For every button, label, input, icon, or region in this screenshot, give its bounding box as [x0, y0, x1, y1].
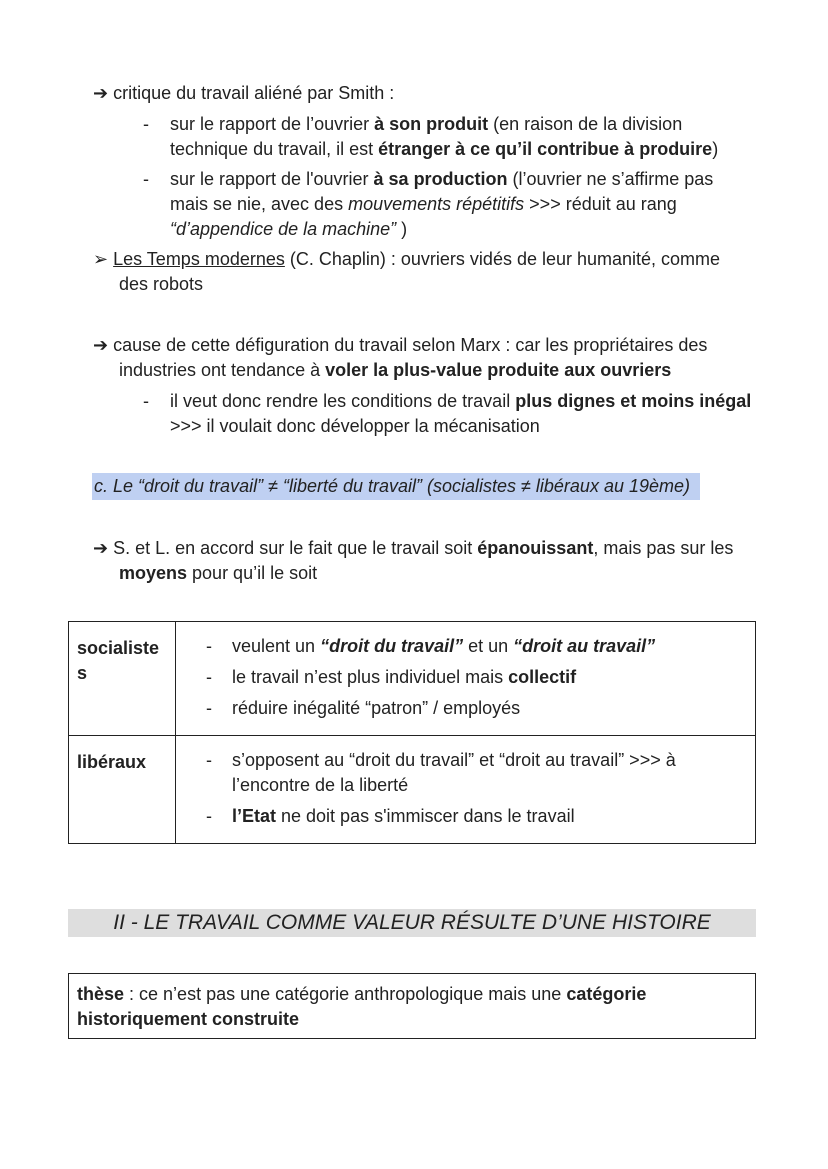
- highlighted-subheading: c. Le “droit du travail” ≠ “liberté du travail” (socialistes ≠ libéraux au 19ème): [92, 473, 700, 500]
- row-items-socialistes: [176, 622, 756, 736]
- row-label-socialistes: socialiste s: [69, 622, 176, 736]
- comparison-table: [68, 621, 756, 844]
- accord-note: ➔ S. et L. en accord sur le fait que le travail soit épanouissant, mais pas sur les moyens pour qu’il le soit: [93, 538, 734, 583]
- list-item: - le travail n’est plus individuel mais collectif: [206, 667, 577, 687]
- dash-bullet: -: [143, 169, 149, 189]
- arrow-bullet: ➔: [93, 83, 109, 103]
- arrowhead-bullet: ➢: [93, 249, 109, 269]
- bullet-conditions: il veut donc rendre les conditions de travail plus dignes et moins inégal >>> il voulait donc développer la mécanisation: [170, 391, 752, 436]
- marx-cause: ➔ cause de cette défiguration du travail selon Marx : car les propriétaires des industries ont tendance à voler la plus-value produite aux ouvriers: [93, 335, 708, 380]
- thesis-box: thèse : ce n’est pas une catégorie anthropologique mais une catégorie historiquement construite: [68, 973, 756, 1039]
- row-label-liberaux: libéraux: [69, 736, 176, 844]
- arrow-bullet: ➔: [93, 538, 109, 558]
- list-item: - l’Etat ne doit pas s'immiscer dans le travail: [206, 806, 575, 826]
- film-title: Les Temps modernes: [113, 249, 285, 269]
- list-item: - réduire inégalité “patron” / employés: [206, 698, 521, 718]
- critique-lead: critique du travail aliéné par Smith :: [113, 83, 395, 103]
- bullet-production: sur le rapport de l'ouvrier à sa production (l’ouvrier ne s’affirme pas mais se nie, avec des mouvements répétitifs >>> réduit au rang “d’appendice de la machine” ): [170, 169, 714, 239]
- dash-bullet: -: [143, 391, 149, 411]
- critique-heading: [93, 81, 394, 106]
- table-row: [69, 622, 756, 736]
- list-item: - veulent un “droit du travail” et un “droit au travail”: [206, 636, 656, 656]
- temps-modernes-note: ➢ Les Temps modernes (C. Chaplin) : ouvriers vidés de leur humanité, comme des robots: [93, 249, 721, 294]
- row-items-liberaux: [176, 736, 756, 844]
- bullet-produit: sur le rapport de l’ouvrier à son produit (en raison de la division technique du travail, il est étranger à ce qu’il contribue à produire): [170, 114, 719, 159]
- section-heading: II - LE TRAVAIL COMME VALEUR RÉSULTE D’UNE HISTOIRE: [68, 909, 756, 937]
- dash-bullet: -: [143, 114, 149, 134]
- list-item: - s’opposent au “droit du travail” et “droit au travail” >>> à l’encontre de la liberté: [206, 750, 676, 795]
- arrow-bullet: ➔: [93, 335, 109, 355]
- table-row: [69, 736, 756, 844]
